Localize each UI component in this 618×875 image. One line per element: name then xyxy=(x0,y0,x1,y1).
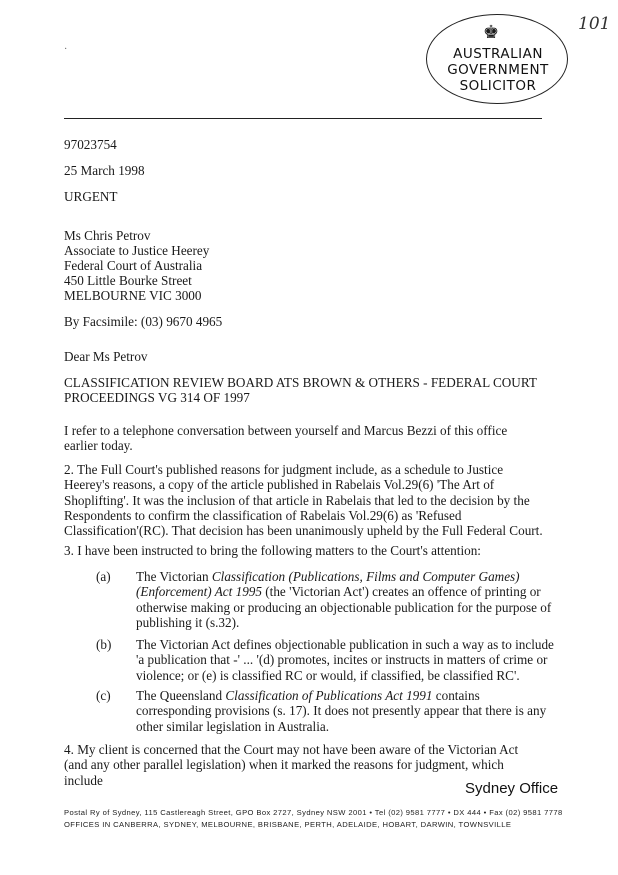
recipient-street: 450 Little Bourke Street xyxy=(64,273,192,288)
act-title-victoria: Classification (Publications, Films and Computer Games) (Enforcement) Act 1995 xyxy=(136,569,520,600)
subject-line-1: CLASSIFICATION REVIEW BOARD ATS BROWN & OTHERS - FEDERAL COURT xyxy=(64,375,537,390)
facsimile-number: By Facsimile: (03) 9670 4965 xyxy=(64,314,223,329)
item-b-text: The Victorian Act defines objectionable publication in such a way as to include 'a publication that -' ... '(d) promotes, incites or instructs in matters of crime or violence; or (e) is classified RC or would, if classified, be classified RC'. xyxy=(136,637,554,683)
item-a-text: The Victorian Classification (Publications, Films and Computer Games) (Enforcement) Act 1995 (the 'Victorian Act') creates an offence of printing or otherwise making or producing an objectionable publication for the purpose of publishing it (s.32). xyxy=(136,569,552,630)
recipient-city: MELBOURNE VIC 3000 xyxy=(64,288,202,303)
item-b-label: (b) xyxy=(96,637,112,652)
header-rule xyxy=(64,118,542,119)
recipient-name: Ms Chris Petrov xyxy=(64,228,151,243)
salutation: Dear Ms Petrov xyxy=(64,349,148,364)
footer-address: Postal Ry of Sydney, 115 Castlereagh Street, GPO Box 2727, Sydney NSW 2001 • Tel (02) 9581 7777 • DX 444 • Fax (02) 9581 7778 xyxy=(64,808,563,817)
item-c-text: The Queensland Classification of Publications Act 1991 contains corresponding provisions (s. 17). It does not presently appear that there is any other similar legislation in Australia. xyxy=(136,688,547,734)
reference-number: 97023754 xyxy=(64,137,117,152)
item-a-label: (a) xyxy=(96,569,111,584)
paragraph-3: 3. I have been instructed to bring the following matters to the Court's attention: xyxy=(64,543,481,558)
footer-offices: OFFICES IN CANBERRA, SYDNEY, MELBOURNE, BRISBANE, PERTH, ADELAIDE, HOBART, DARWIN, TOWNSVILLE xyxy=(64,820,512,829)
office-name: Sydney Office xyxy=(465,780,559,797)
act-title-queensland: Classification of Publications Act 1991 xyxy=(225,688,433,703)
item-c-label: (c) xyxy=(96,688,111,703)
logo-line-2: GOVERNMENT xyxy=(447,62,549,78)
logo-line-3: SOLICITOR xyxy=(459,78,537,94)
recipient-organisation: Federal Court of Australia xyxy=(64,258,203,273)
letter-date: 25 March 1998 xyxy=(64,163,145,178)
stray-mark: · xyxy=(64,44,68,55)
paragraph-1: I refer to a telephone conversation between yourself and Marcus Bezzi of this office earlier today. xyxy=(64,423,508,454)
logo-line-1: AUSTRALIAN xyxy=(453,46,543,62)
recipient-title: Associate to Justice Heerey xyxy=(64,243,210,258)
paragraph-4: 4. My client is concerned that the Court may not have been aware of the Victorian Act (and any other parallel legislation) when it marked the reasons for judgment, which include xyxy=(64,742,519,788)
handwritten-page-number: 101 xyxy=(578,14,611,34)
ags-logo xyxy=(426,14,570,106)
urgency-label: URGENT xyxy=(64,189,118,204)
paragraph-2: 2. The Full Court's published reasons for judgment include, as a schedule to Justice Heerey's reasons, a copy of the article published in Rabelais Vol.29(6) 'The Art of Shoplifting'. It was the inclusion of that article in Rabelais that led to the decision by the Respondents to confirm the classification of Rabelais Vol.29(6) as 'Refused Classification'(RC). That decision has been unanimously upheld by the Full Federal Court. xyxy=(64,462,543,539)
coat-of-arms-icon: ♚ xyxy=(483,22,500,43)
subject-line-2: PROCEEDINGS VG 314 OF 1997 xyxy=(64,390,250,405)
